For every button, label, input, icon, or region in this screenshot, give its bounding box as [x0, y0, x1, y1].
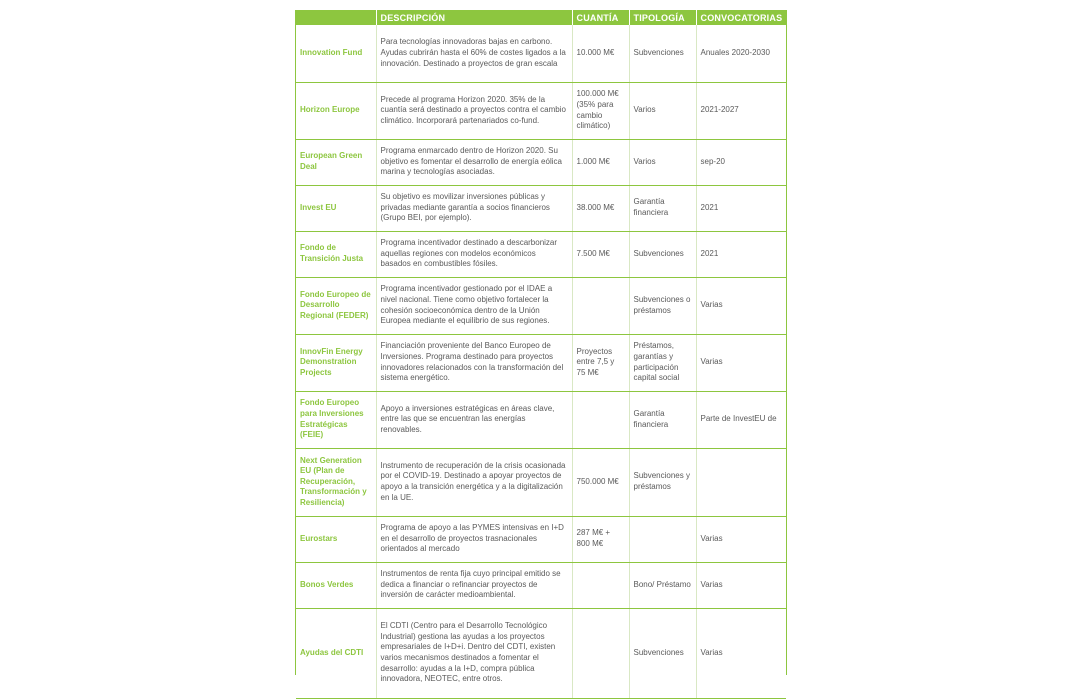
program-name: Horizon Europe [296, 82, 376, 139]
program-amount: 38.000 M€ [572, 185, 629, 231]
program-calls: 2021-2027 [696, 82, 786, 139]
program-type: Varios [629, 82, 696, 139]
program-calls: sep-20 [696, 139, 786, 185]
program-calls: Varias [696, 277, 786, 334]
program-calls: 2021 [696, 185, 786, 231]
program-type: Garantía financiera [629, 185, 696, 231]
program-calls: 2021 [696, 231, 786, 277]
program-calls: Varias [696, 562, 786, 608]
program-calls: Anuales 2020-2030 [696, 25, 786, 82]
header-program [296, 10, 376, 25]
program-description: Programa incentivador destinado a descarbonizar aquellas regiones con modelos económicos basados en combustibles fósiles. [376, 231, 572, 277]
program-description: Instrumento de recuperación de la crisis ocasionada por el COVID-19. Destinado a apoyar proyectos de apoyo a la transición energética y a la digitalización en la UE. [376, 448, 572, 516]
header-description: DESCRIPCIÓN [376, 10, 572, 25]
program-description: Financiación proveniente del Banco Europeo de Inversiones. Programa destinado para proyectos innovadores relacionados con la transformación del sistema energético. [376, 334, 572, 391]
program-description: Su objetivo es movilizar inversiones públicas y privadas mediante garantía a socios financieros (Grupo BEI, por ejemplo). [376, 185, 572, 231]
program-type: Subvenciones [629, 231, 696, 277]
header-type: TIPOLOGÍA [629, 10, 696, 25]
program-calls [696, 448, 786, 516]
table-row [296, 562, 786, 608]
program-description: Para tecnologías innovadoras bajas en carbono. Ayudas cubrirán hasta el 60% de costes ligados a la innovación. Destinado a proyectos de gran escala [376, 25, 572, 82]
program-name: Ayudas del CDTI [296, 608, 376, 698]
table-row [296, 334, 786, 391]
table-row [296, 25, 786, 82]
table-row [296, 608, 786, 698]
program-type: Garantía financiera [629, 391, 696, 448]
table-header-row [296, 10, 786, 25]
program-amount [572, 277, 629, 334]
program-calls: Varias [696, 608, 786, 698]
program-name: InnovFin Energy Demonstration Projects [296, 334, 376, 391]
program-type: Préstamos, garantías y participación capital social [629, 334, 696, 391]
funding-table [296, 10, 786, 699]
program-type: Subvenciones [629, 608, 696, 698]
program-description: Apoyo a inversiones estratégicas en áreas clave, entre las que se encuentran las energías renovables. [376, 391, 572, 448]
program-amount [572, 562, 629, 608]
program-amount: 100.000 M€ (35% para cambio climático) [572, 82, 629, 139]
program-amount: Proyectos entre 7,5 y 75 M€ [572, 334, 629, 391]
program-amount: 7.500 M€ [572, 231, 629, 277]
program-name: European Green Deal [296, 139, 376, 185]
program-description: Programa de apoyo a las PYMES intensivas en I+D en el desarrollo de proyectos trasnacionales orientados al mercado [376, 516, 572, 562]
program-description: Instrumentos de renta fija cuyo principal emitido se dedica a financiar o refinanciar proyectos de inversión de carácter medioambiental. [376, 562, 572, 608]
program-description: Programa enmarcado dentro de Horizon 2020. Su objetivo es fomentar el desarrollo de energía eólica marina y tecnologías asociadas. [376, 139, 572, 185]
program-amount: 1.000 M€ [572, 139, 629, 185]
program-name: Fondo de Transición Justa [296, 231, 376, 277]
program-name: Invest EU [296, 185, 376, 231]
program-type: Subvenciones o préstamos [629, 277, 696, 334]
funding-table-container [295, 10, 787, 684]
program-description: Precede al programa Horizon 2020. 35% de la cuantía será destinado a proyectos contra el cambio climático. Incorporará partenariados co-fund. [376, 82, 572, 139]
program-calls: Varias [696, 516, 786, 562]
program-amount: 287 M€ + 800 M€ [572, 516, 629, 562]
program-name: Innovation Fund [296, 25, 376, 82]
program-name: Bonos Verdes [296, 562, 376, 608]
header-calls: CONVOCATORIAS [696, 10, 786, 25]
program-name: Fondo Europeo de Desarrollo Regional (FEDER) [296, 277, 376, 334]
program-amount [572, 608, 629, 698]
table-row [296, 391, 786, 448]
program-amount: 10.000 M€ [572, 25, 629, 82]
program-type [629, 516, 696, 562]
program-name: Fondo Europeo para Inversiones Estratégicas (FEIE) [296, 391, 376, 448]
program-type: Bono/ Préstamo [629, 562, 696, 608]
table-row [296, 185, 786, 231]
program-type: Subvenciones [629, 25, 696, 82]
program-description: El CDTI (Centro para el Desarrollo Tecnológico Industrial) gestiona las ayudas a los proyectos empresariales de I+D+i. Dentro del CDTI, existen varios mecanismos destinados a fomentar el desarrollo: ayudas a la I+D, compra pública innovadora, NEOTEC, entre otros. [376, 608, 572, 698]
program-type: Subvenciones y préstamos [629, 448, 696, 516]
table-row [296, 82, 786, 139]
table-row [296, 231, 786, 277]
table-row [296, 277, 786, 334]
table-row [296, 516, 786, 562]
program-amount: 750.000 M€ [572, 448, 629, 516]
header-amount: CUANTÍA [572, 10, 629, 25]
table-row [296, 448, 786, 516]
table-row [296, 139, 786, 185]
program-calls: Parte de InvestEU de [696, 391, 786, 448]
program-type: Varios [629, 139, 696, 185]
program-calls: Varias [696, 334, 786, 391]
program-amount [572, 391, 629, 448]
program-name: Eurostars [296, 516, 376, 562]
program-description: Programa incentivador gestionado por el IDAE a nivel nacional. Tiene como objetivo fortalecer la cohesión socioeconómica dentro de la Unión Europea mediante el equilibrio de sus regiones. [376, 277, 572, 334]
program-name: Next Generation EU (Plan de Recuperación, Transformación y Resiliencia) [296, 448, 376, 516]
